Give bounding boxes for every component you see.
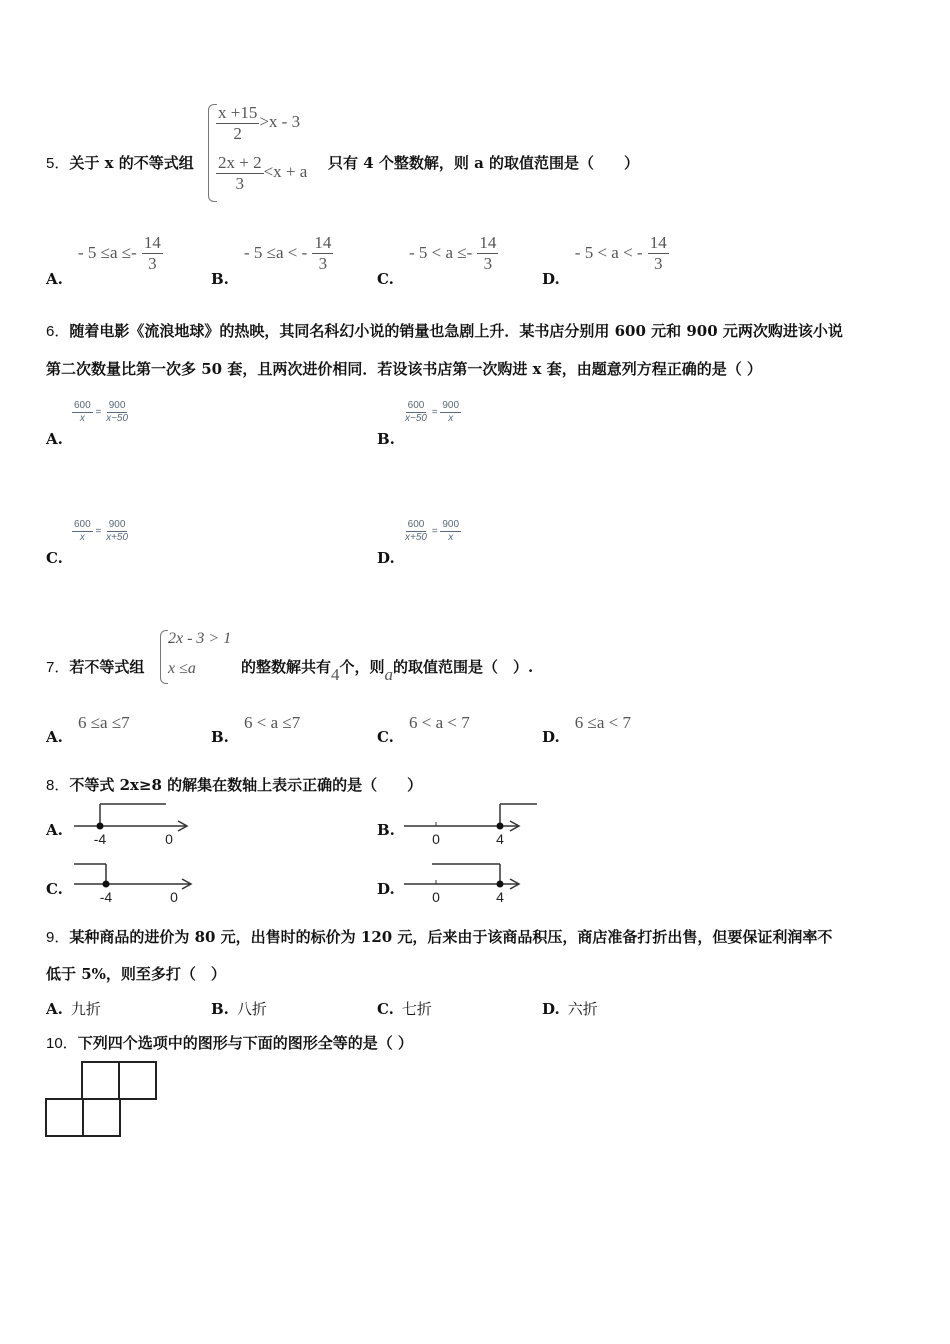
- option-label: A.: [46, 1000, 63, 1018]
- q5-sys1-num: x +15: [218, 103, 258, 122]
- q6-option-a[interactable]: $\frac{600}{x}$ = $\frac{900}{x-50}$ A.: [46, 400, 129, 448]
- rhs-den: x+50: [106, 531, 129, 543]
- option-label: D.: [542, 728, 560, 746]
- option-num: 14: [479, 233, 497, 252]
- option-label: D.: [542, 269, 560, 288]
- q6-option-b[interactable]: $\frac{600}{x-50}$ = $\frac{900}{x}$ B.: [377, 400, 460, 448]
- q9-line-2: 低于 5%，则至多打（ ）: [46, 965, 226, 983]
- option-label: B.: [211, 269, 229, 288]
- tick-label: 0: [170, 889, 178, 905]
- rhs-den: x: [448, 531, 454, 543]
- lhs-den: x+50: [405, 531, 427, 543]
- option-den: 3: [483, 253, 493, 273]
- q6-line1-text: 随着电影《流浪地球》的热映，其同名科幻小说的销量也急剧上升．某书店分别用 600 元和 900 元两次购进该小说: [69, 322, 843, 340]
- q6-line-1: [46, 320, 843, 341]
- option-den: 3: [148, 253, 157, 273]
- tick-label: 0: [165, 831, 173, 847]
- rhs-num: 900: [442, 519, 460, 531]
- option-text: 九折: [70, 1000, 101, 1018]
- q7-text-rest: [241, 656, 534, 684]
- q6-option-c[interactable]: $\frac{600}{x}$ = $\frac{900}{x+50}$ C.: [46, 519, 129, 567]
- q7-option-b[interactable]: [211, 713, 301, 746]
- tick-label: 0: [432, 889, 440, 905]
- option-label: D.: [542, 1000, 560, 1018]
- q9-option-c[interactable]: [377, 998, 432, 1019]
- option-expr: 6 < a ≤7: [244, 713, 301, 732]
- q8-option-d-numberline[interactable]: [400, 860, 530, 910]
- q10-number: 10．: [46, 1035, 78, 1052]
- option-text: 六折: [567, 1000, 598, 1018]
- option-label: C.: [377, 1000, 394, 1018]
- option-label: A.: [46, 269, 63, 288]
- rhs-num: 900: [108, 400, 126, 412]
- q5-number: 5．: [46, 155, 70, 172]
- q8-option-c-numberline[interactable]: [70, 860, 200, 910]
- q5-option-d[interactable]: [542, 233, 669, 288]
- q5-sys2-den: 3: [235, 173, 245, 193]
- option-num: 14: [649, 233, 667, 252]
- q8-option-d-label[interactable]: D.: [377, 880, 395, 898]
- rhs-den: x: [448, 412, 454, 424]
- q7-stem: [46, 656, 144, 677]
- q8-option-b-numberline[interactable]: [400, 800, 540, 850]
- q8-option-c-label[interactable]: C.: [46, 880, 63, 898]
- q5-sys2-rest: <x + a: [263, 161, 308, 181]
- q5-text-before: 关于 x 的不等式组: [69, 154, 194, 172]
- q7-inequality-2: x ≤a: [168, 660, 196, 677]
- q7-system-brace: [160, 630, 168, 684]
- option-label: B.: [211, 728, 229, 746]
- q9-line-1: [46, 926, 832, 947]
- option-expr: 6 ≤a < 7: [574, 713, 632, 732]
- q5-stem: [46, 152, 194, 173]
- lhs-den: x−50: [405, 412, 427, 424]
- q10-figure: [44, 1060, 160, 1140]
- q5-sys2-num: 2x + 2: [218, 153, 262, 172]
- q7-option-d[interactable]: [542, 713, 632, 746]
- lhs-num: 600: [407, 400, 425, 412]
- q5-text-after: 只有 4 个整数解，则 a 的取值范围是（ ）: [328, 154, 640, 172]
- rhs-num: 900: [108, 519, 126, 531]
- option-label: B.: [211, 1000, 229, 1018]
- q7-text-mid: 的整数解共有: [241, 658, 332, 676]
- option-num: 14: [314, 233, 332, 252]
- q9-option-a[interactable]: [46, 998, 101, 1019]
- option-expr: - 5 ≤a ≤-: [77, 242, 137, 262]
- option-label: B.: [377, 430, 395, 448]
- option-den: 3: [318, 253, 328, 273]
- lhs-num: 600: [74, 519, 91, 531]
- rhs-num: 900: [442, 400, 460, 412]
- rhs-den: x−50: [106, 412, 129, 424]
- option-expr: - 5 < a < -: [574, 242, 643, 262]
- q8-option-a-numberline[interactable]: [70, 800, 200, 850]
- q7-text-mid2: 个，则: [339, 658, 385, 676]
- lhs-den: x: [79, 412, 85, 424]
- option-label: A.: [46, 430, 63, 448]
- lhs-den: x: [79, 531, 85, 543]
- q5-sys1-rest: >x - 3: [259, 111, 301, 131]
- q5-inequality-2: [216, 153, 307, 193]
- q5-sys1-den: 2: [233, 123, 242, 143]
- q10-stem: [46, 1032, 413, 1053]
- q6-number: 6．: [46, 323, 70, 340]
- q7-inequality-1: 2x - 3 > 1: [168, 630, 232, 647]
- tick-label: 4: [496, 831, 504, 847]
- option-text: 七折: [401, 1000, 432, 1018]
- q5-option-b[interactable]: [211, 233, 333, 288]
- q9-option-d[interactable]: [542, 998, 598, 1019]
- option-label: C.: [377, 269, 394, 288]
- q8-option-a-label[interactable]: A.: [46, 821, 63, 839]
- q8-text: 不等式 2x≥8 的解集在数轴上表示正确的是（ ）: [69, 776, 423, 794]
- option-expr: 6 ≤a ≤7: [77, 713, 130, 732]
- q8-option-b-label[interactable]: B.: [377, 821, 395, 839]
- q7-option-a[interactable]: [46, 713, 130, 746]
- q7-var-a: a: [384, 665, 394, 684]
- tick-label: 4: [496, 889, 504, 905]
- q9-number: 9．: [46, 929, 70, 946]
- option-label: C.: [377, 728, 394, 746]
- option-num: 14: [143, 233, 161, 252]
- q5-inequality-1: [216, 103, 300, 143]
- lhs-num: 600: [74, 400, 91, 412]
- q7-text-after: 的取值范围是（ ）.: [393, 658, 534, 676]
- q6-option-d[interactable]: $\frac{600}{x+50}$ = $\frac{900}{x}$ D.: [377, 519, 460, 567]
- option-label: D.: [377, 549, 395, 567]
- q7-text-before: 若不等式组: [69, 658, 145, 676]
- tick-label: -4: [93, 831, 107, 847]
- q7-four: 4: [331, 665, 340, 684]
- q8-number: 8．: [46, 777, 70, 794]
- q9-option-b[interactable]: [211, 998, 267, 1019]
- option-den: 3: [653, 253, 663, 273]
- q5-option-a[interactable]: [46, 233, 163, 288]
- q9-line1-text: 某种商品的进价为 80 元，出售时的标价为 120 元，后来由于该商品积压，商店准备打折出售，但要保证利润率不: [69, 928, 833, 946]
- q8-stem: [46, 774, 422, 795]
- option-expr: - 5 ≤a < -: [244, 242, 308, 262]
- tick-label: -4: [99, 889, 113, 905]
- q10-text: 下列四个选项中的图形与下面的图形全等的是（ ）: [77, 1034, 413, 1052]
- option-expr: - 5 < a ≤-: [409, 242, 473, 262]
- q7-option-c[interactable]: [377, 713, 470, 746]
- tick-label: 0: [432, 831, 440, 847]
- q5-option-c[interactable]: [377, 233, 498, 288]
- q7-number: 7．: [46, 659, 70, 676]
- lhs-num: 600: [407, 519, 425, 531]
- option-label: A.: [46, 728, 63, 746]
- option-text: 八折: [236, 1000, 267, 1018]
- option-expr: 6 < a < 7: [409, 713, 470, 732]
- option-label: C.: [46, 549, 63, 567]
- q6-line-2: 第二次数量比第一次多 50 套，且两次进价相同．若设该书店第一次购进 x 套，由题意列方程正确的是（ ）: [46, 360, 762, 378]
